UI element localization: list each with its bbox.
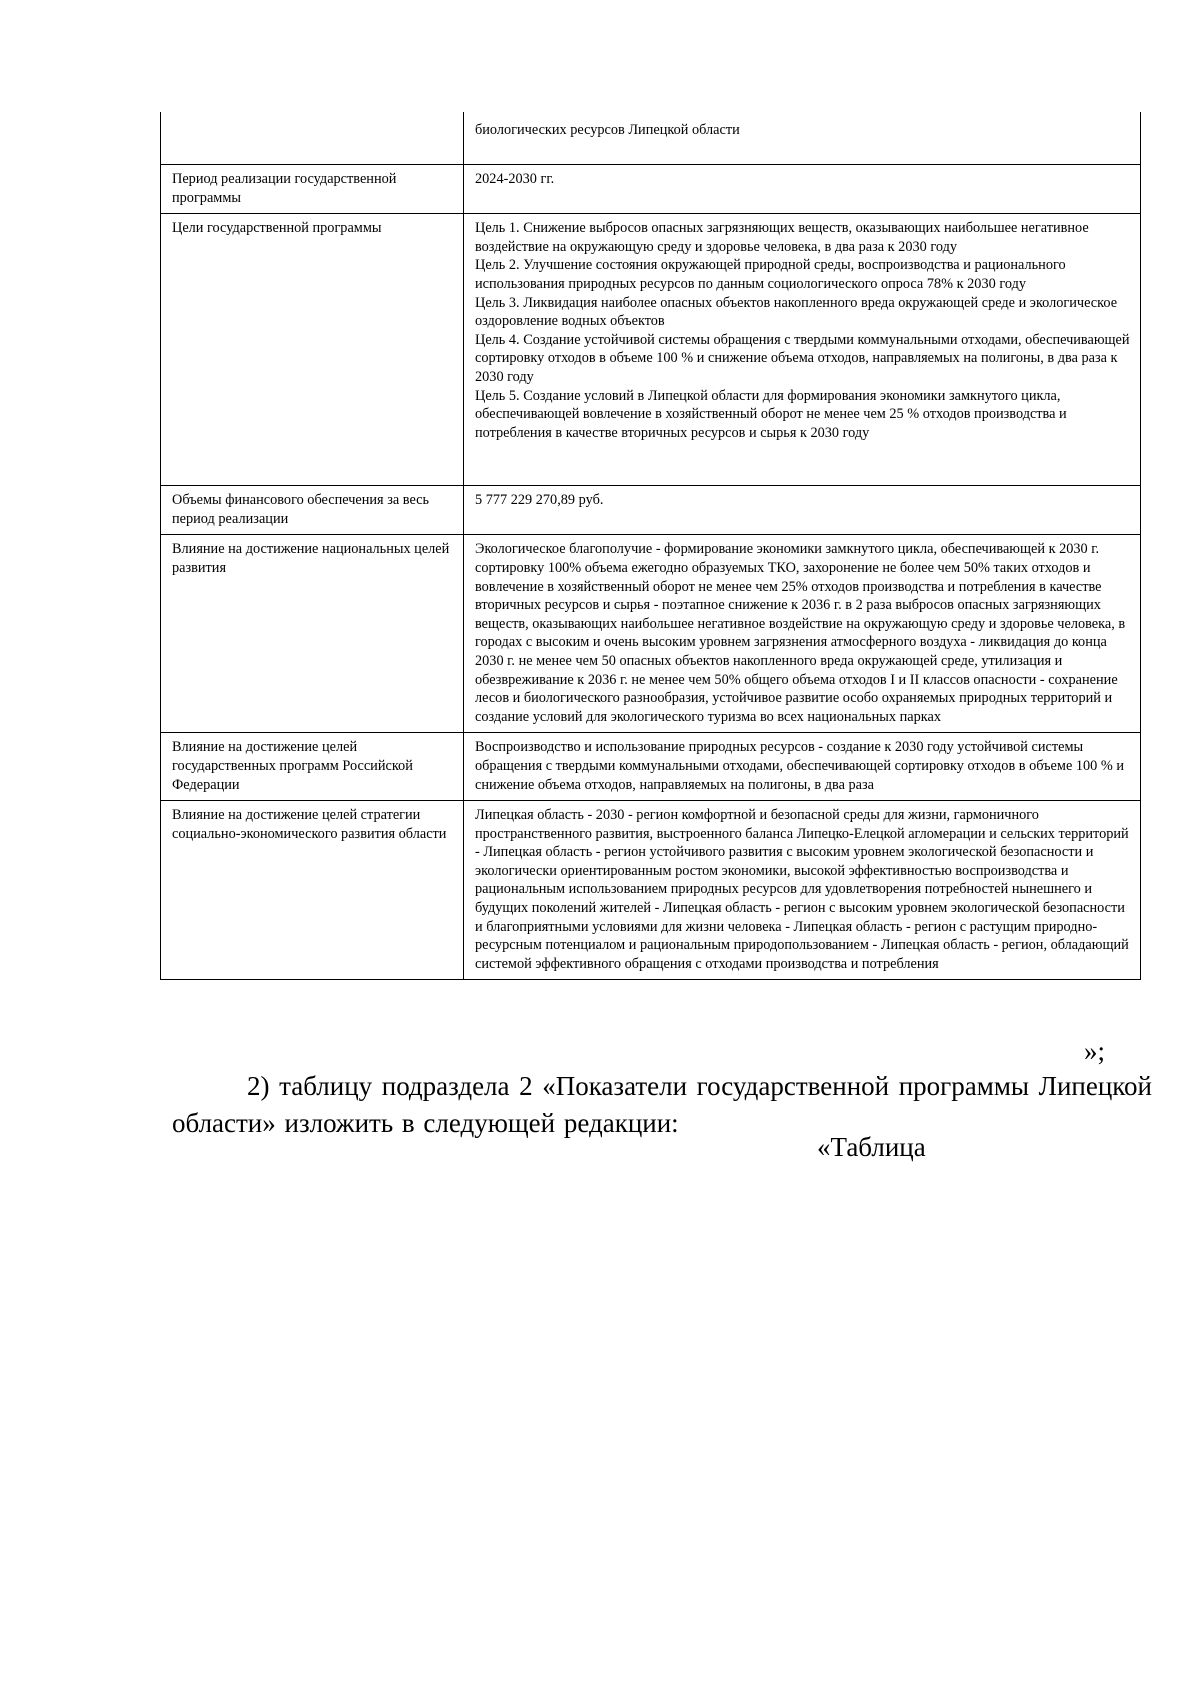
row-value: Липецкая область - 2030 - регион комфортной и безопасной среды для жизни, гармоничного пространственного развития, выстроенного баланса Липецко-Елецкой агломерации и сельских территорий - Липецкая область - регион устойчивого развития с высоким уровнем экологической безопасности и экологически ориентированным ростом экономики, высокой эффективностью воспроизводства и рациональным использованием природных ресурсов для удовлетворения потребностей нынешнего и будущих поколений жителей - Липецкая область - регион с высоким уровнем экологической безопасности и благоприятными условиями для жизни человека - Липецкая область - регион с растущим природно-ресурсным потенциалом и рациональным природопользованием - Липецкая область - регион, обладающий системой эффективного обращения с отходами производства и потребления xyxy=(464,801,1141,980)
row-label: Влияние на достижение национальных целей развития xyxy=(161,535,464,733)
row-value: Воспроизводство и использование природных ресурсов - создание к 2030 году устойчивой системы обращения с твердыми коммунальными отходами, обеспечивающей сортировку отходов в объеме 100 % и снижение объема отходов, направляемых на полигоны, в два раза xyxy=(464,733,1141,801)
row-value: 5 777 229 270,89 руб. xyxy=(464,486,1141,535)
table-row xyxy=(161,486,1141,535)
row-label: Период реализации государственной программы xyxy=(161,165,464,214)
table-row xyxy=(161,535,1141,733)
table-row xyxy=(161,801,1141,980)
program-passport-table xyxy=(160,112,1141,980)
row-label: Цели государственной программы xyxy=(161,214,464,486)
row-label: Влияние на достижение целей стратегии социально-экономического развития области xyxy=(161,801,464,980)
row-value: Экологическое благополучие - формирование экономики замкнутого цикла, обеспечивающей к 2030 г. сортировку 100% объема ежегодно образуемых ТКО, захоронение не более чем 50% таких отходов и вовлечение в хозяйственный оборот не менее чем 25% отходов производства и потребления в качестве вторичных ресурсов и сырья - поэтапное снижение к 2036 г. в 2 раза выбросов опасных загрязняющих веществ, оказывающих наибольшее негативное воздействие на окружающую среду и здоровье человека, в городах с высоким и очень высоким уровнем загрязнения атмосферного воздуха - ликвидация до конца 2030 г. не менее чем 50 опасных объектов накопленного вреда окружающей среде, утилизация и обезвреживание к 2036 г. не менее чем 50% общего объема отходов I и II классов опасности - сохранение лесов и биологического разнообразия, устойчивое развитие особо охраняемых природных территорий и создание условий для экологического туризма во всех национальных парках xyxy=(464,535,1141,733)
row-value: 2024-2030 гг. xyxy=(464,165,1141,214)
row-value: биологических ресурсов Липецкой области xyxy=(464,112,1141,165)
table-row xyxy=(161,733,1141,801)
row-label: Влияние на достижение целей государственных программ Российской Федерации xyxy=(161,733,464,801)
row-label: Объемы финансового обеспечения за весь период реализации xyxy=(161,486,464,535)
row-value: Цель 1. Снижение выбросов опасных загрязняющих веществ, оказывающих наибольшее негативное воздействие на окружающую среду и здоровье человека, в два раза к 2030 году Цель 2. Улучшение состояния окружающей природной среды, воспроизводства и рационального использования природных ресурсов по данным социологического опроса 78% к 2030 году Цель 3. Ликвидация наиболее опасных объектов накопленного вреда окружающей среде и экологическое оздоровление водных объектов Цель 4. Создание устойчивой системы обращения с твердыми коммунальными отходами, обеспечивающей сортировку отходов в объеме 100 % и снижение объема отходов, направляемых на полигоны, в два раза к 2030 году Цель 5. Создание условий в Липецкой области для формирования экономики замкнутого цикла, обеспечивающей вовлечение в хозяйственный оборот не менее чем 25 % отходов производства и потребления в качестве вторичных ресурсов и сырья к 2030 году xyxy=(464,214,1141,486)
row-label xyxy=(161,112,464,165)
amendment-paragraph: 2) таблицу подраздела 2 «Показатели государственной программы Липецкой области» изложить в следующей редакции: xyxy=(172,1071,1152,1138)
table-row xyxy=(161,214,1141,486)
table-row xyxy=(161,165,1141,214)
table-caption: «Таблица xyxy=(817,1132,926,1162)
closing-quote-mark: »; xyxy=(1084,1036,1106,1066)
table-row xyxy=(161,112,1141,165)
